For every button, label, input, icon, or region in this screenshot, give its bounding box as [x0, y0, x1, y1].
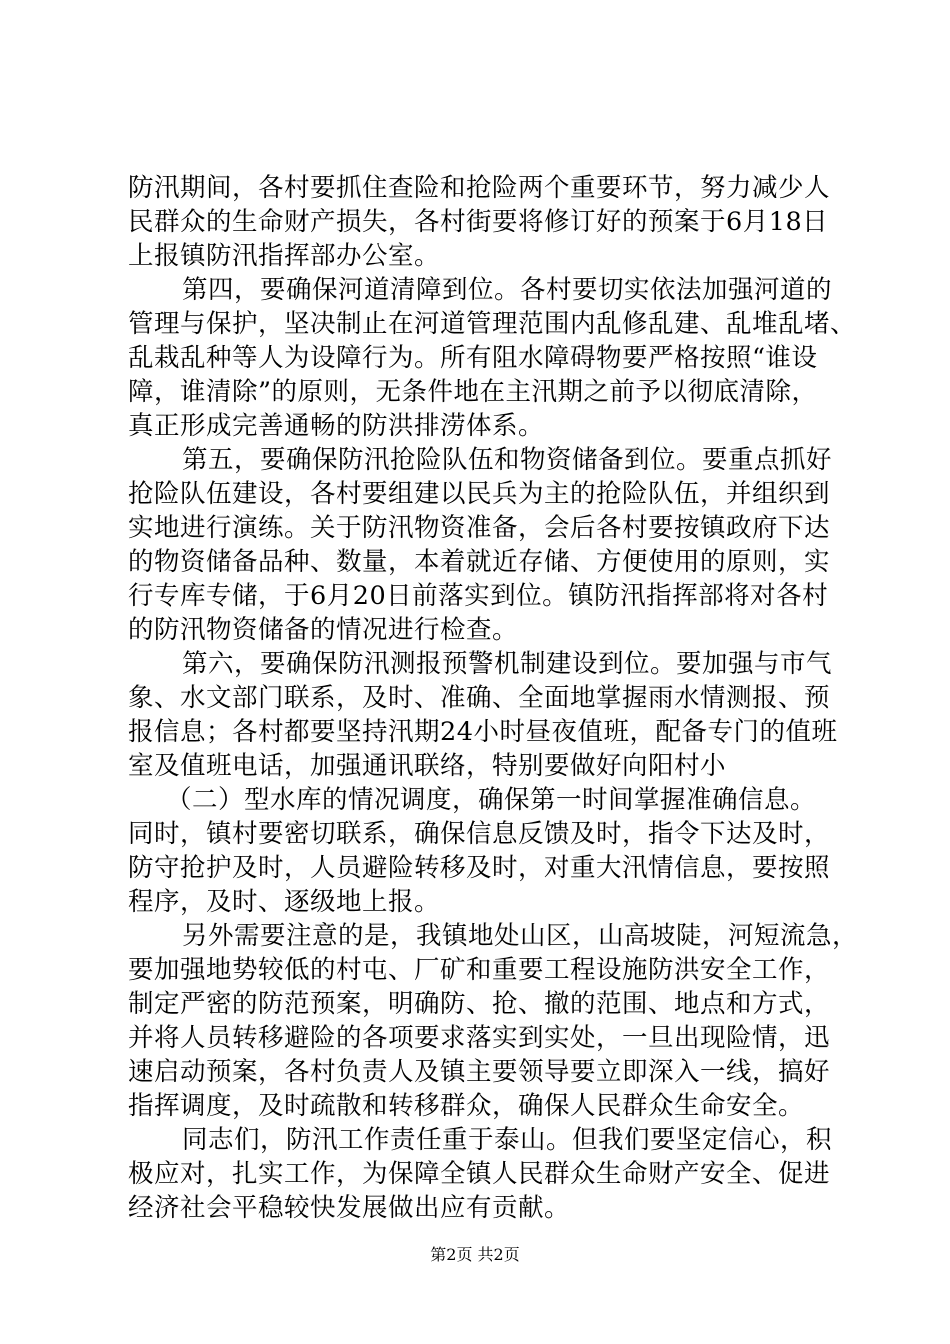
body-text-line: 极应对，扎实工作，为保障全镇人民群众生命财产安全、促进 [128, 1159, 831, 1189]
body-text-line: 室及值班电话，加强通讯联络，特别要做好向阳村小 [128, 751, 727, 781]
paragraph-first-line: （二）型水库的情况调度，确保第一时间掌握准确信息。 [166, 785, 817, 815]
body-text-line: 防汛期间，各村要抓住查险和抢险两个重要环节，努力减少人 [128, 173, 831, 203]
body-text-line: 抢险队伍建设，各村要组建以民兵为主的抢险队伍，并组织到 [128, 479, 831, 509]
body-text-line: 要加强地势较低的村屯、厂矿和重要工程设施防洪安全工作， [128, 955, 831, 985]
body-text-line: 制定严密的防范预案，明确防、抢、撤的范围、地点和方式， [128, 989, 831, 1019]
body-text-line: 程序，及时、逐级地上报。 [128, 887, 441, 917]
body-text-line: 管理与保护，坚决制止在河道管理范围内乱修乱建、乱堆乱堵、 [128, 309, 857, 339]
body-text-line: 报信息；各村都要坚持汛期24小时昼夜值班，配备专门的值班 [128, 717, 838, 747]
body-text-line: 的物资储备品种、数量，本着就近存储、方便使用的原则，实 [128, 547, 831, 577]
body-text-line: 并将人员转移避险的各项要求落实到实处，一旦出现险情，迅 [128, 1023, 831, 1053]
body-text-line: 经济社会平稳较快发展做出应有贡献。 [128, 1193, 571, 1223]
body-text-line: 民群众的生命财产损失，各村街要将修订好的预案于6月18日 [128, 207, 829, 237]
body-text-line: 的防汛物资储备的情况进行检查。 [128, 615, 519, 645]
body-text-line: 防守抢护及时，人员避险转移及时，对重大汛情信息，要按照 [128, 853, 831, 883]
paragraph-first-line: 第六，要确保防汛测报预警机制建设到位。要加强与市气 [182, 649, 833, 679]
body-text-line: 行专库专储，于6月20日前落实到位。镇防汛指挥部将对各村 [128, 581, 829, 611]
body-text-line: 指挥调度，及时疏散和转移群众，确保人民群众生命安全。 [128, 1091, 805, 1121]
paragraph-first-line: 同志们，防汛工作责任重于泰山。但我们要坚定信心，积 [182, 1125, 833, 1155]
body-text-line: 同时，镇村要密切联系，确保信息反馈及时，指令下达及时， [128, 819, 831, 849]
body-text-line: 速启动预案，各村负责人及镇主要领导要立即深入一线，搞好 [128, 1057, 831, 1087]
body-text-line: 象、水文部门联系，及时、准确、全面地掌握雨水情测报、预 [128, 683, 831, 713]
body-text-line: 上报镇防汛指挥部办公室。 [128, 241, 441, 271]
paragraph-first-line: 第四，要确保河道清障到位。各村要切实依法加强河道的 [182, 275, 833, 305]
body-text-line: 乱栽乱种等人为设障行为。所有阻水障碍物要严格按照“谁设 [128, 343, 818, 373]
body-text-line: 实地进行演练。关于防汛物资准备，会后各村要按镇政府下达 [128, 513, 831, 543]
body-text-line: 真正形成完善通畅的防洪排涝体系。 [128, 411, 545, 441]
paragraph-first-line: 第五，要确保防汛抢险队伍和物资储备到位。要重点抓好 [182, 445, 833, 475]
body-text-line: 障，谁清除”的原则，无条件地在主汛期之前予以彻底清除， [128, 377, 818, 407]
page-number-footer: 第2页 共2页 [430, 1245, 520, 1264]
paragraph-first-line: 另外需要注意的是，我镇地处山区，山高坡陡，河短流急， [182, 921, 859, 951]
